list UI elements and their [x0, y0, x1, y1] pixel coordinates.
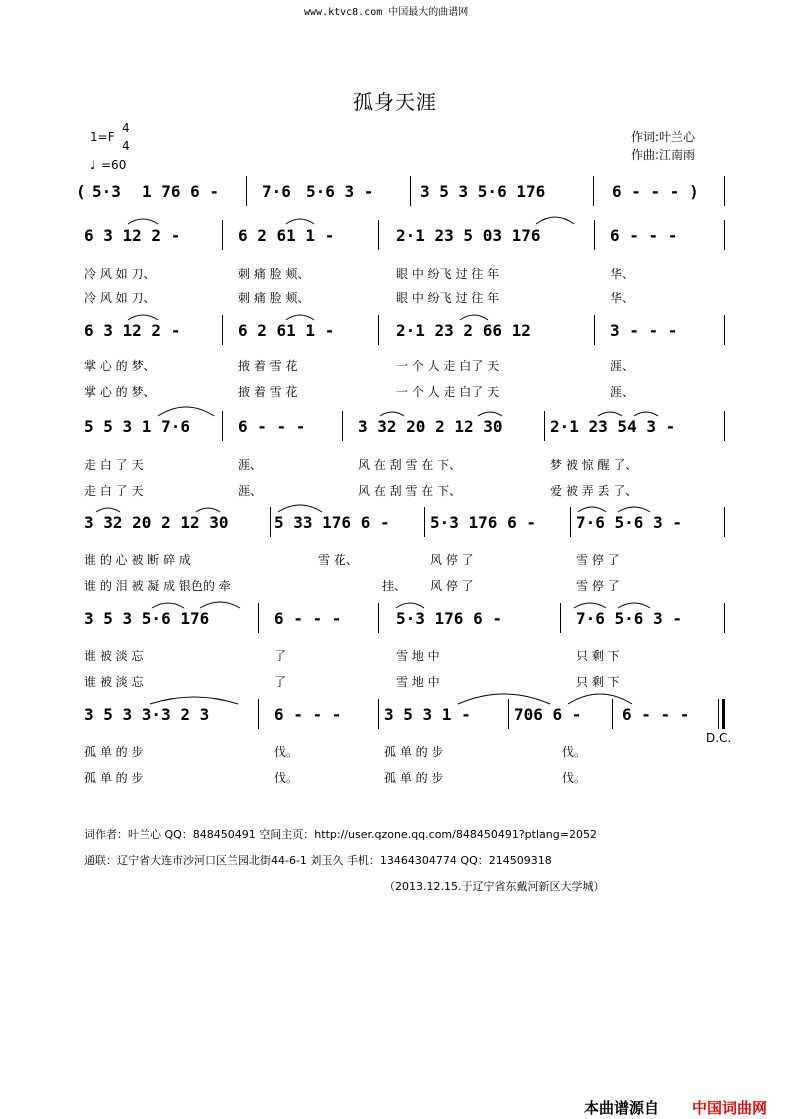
slur	[158, 407, 214, 416]
lyric: 一 个 人 走 白了 天	[396, 385, 500, 399]
lyric: 华、	[610, 291, 635, 305]
measure: 6 2 61 1 -	[238, 321, 335, 340]
slur	[478, 412, 502, 416]
lyric: 风 在 刮 雪 在 下、	[358, 484, 462, 498]
lyric: 孤 单 的 步	[384, 745, 444, 759]
slur	[536, 217, 574, 224]
lyric: 刺 痛 脸 颊、	[238, 291, 310, 305]
footer-site-link[interactable]: 中国词曲网	[692, 1099, 768, 1117]
lyric: 伐。	[274, 771, 299, 785]
lyric: 梦 被 惊 醒 了、	[550, 458, 638, 472]
lyric: 雪 停 了	[576, 579, 620, 593]
intro-measure: 5·3	[92, 182, 121, 201]
intro-measure: 6 - - - )	[612, 182, 699, 201]
lyric: 刺 痛 脸 颊、	[238, 267, 310, 281]
lyric: 只 剩 下	[576, 675, 620, 689]
measure: 2·1 23 2 66 12	[396, 321, 531, 340]
lyric: 谁 被 淡 忘	[84, 649, 144, 663]
lyric: 掌 心 的 梦、	[84, 385, 156, 399]
lyric: 掖 着 雪 花	[238, 359, 298, 373]
measure: 706 6 -	[514, 705, 582, 724]
slur	[578, 507, 606, 512]
intro-measure: 3 5 3 5·6 176	[420, 182, 546, 201]
measure: 3 5 3 3·3 2 3	[84, 705, 210, 724]
da-capo: D.C.	[706, 731, 732, 745]
measure: 7·6 5·6 3 -	[576, 609, 682, 628]
slur	[380, 412, 404, 416]
site-header[interactable]: www.ktvc8.com 中国最大的曲谱网	[304, 7, 469, 18]
measure: 2·1 23 54 3 -	[550, 417, 676, 436]
lyric: 一 个 人 走 白了 天	[396, 359, 500, 373]
time-top: 4	[122, 121, 130, 135]
slur	[150, 697, 238, 704]
measure: 5·3 176 6 -	[396, 609, 502, 628]
lyric: 孤 单 的 步	[84, 745, 144, 759]
measure: 2·1 23 5 03 176	[396, 226, 541, 245]
lyric: 谁 的 泪 被 凝 成 银色的 牵	[84, 579, 231, 593]
lyric: 华、	[610, 267, 635, 281]
lyric: 只 剩 下	[576, 649, 620, 663]
lyric: 雪 花、	[318, 553, 358, 567]
lyric: 涯、	[238, 484, 263, 498]
lyric: 伐。	[562, 771, 587, 785]
measure: 3 5 3 5·6 176	[84, 609, 210, 628]
lyricist: 作词:叶兰心	[631, 130, 696, 144]
slur	[200, 602, 240, 608]
lyric: 孤 单 的 步	[84, 771, 144, 785]
lyric: 孤 单 的 步	[384, 771, 444, 785]
footer-source: 本曲谱源自	[584, 1099, 660, 1117]
slur	[598, 412, 622, 416]
slur	[574, 603, 606, 608]
lyric: 涯、	[610, 385, 635, 399]
slur	[196, 508, 220, 512]
lyric: 伐。	[274, 745, 299, 759]
lyric: 风 停 了	[430, 579, 474, 593]
lyric: 伐。	[562, 745, 587, 759]
slur	[458, 694, 550, 704]
lyric: 掖 着 雪 花	[238, 385, 298, 399]
intro-measure: 1 76 6 -	[142, 182, 220, 201]
lyric: 眼 中 纷飞 过 往 年	[396, 267, 500, 281]
key-signature: 1=F	[90, 130, 115, 144]
measure: 6 - - -	[274, 705, 342, 724]
measure: 6 2 61 1 -	[238, 226, 335, 245]
lyric: 涯、	[238, 458, 263, 472]
measure: 5·3 176 6 -	[430, 513, 536, 532]
measure: 6 - - -	[622, 705, 690, 724]
measure: 6 - - -	[274, 609, 342, 628]
measure: 7·6 5·6 3 -	[576, 513, 682, 532]
slur	[396, 603, 424, 608]
lyric: 爱 被 弄 丢 了、	[550, 484, 638, 498]
intro-measure: 7·6	[262, 182, 291, 201]
lyric: 冷 风 如 刀、	[84, 291, 156, 305]
slur	[618, 603, 650, 608]
intro-paren: (	[76, 182, 86, 201]
slur	[286, 219, 314, 224]
lyric: 掌 心 的 梦、	[84, 359, 156, 373]
measure: 6 - - -	[610, 226, 678, 245]
slur	[278, 505, 322, 512]
lyric: 眼 中 纷飞 过 往 年	[396, 291, 500, 305]
measure: 5 33 176 6 -	[274, 513, 390, 532]
measure: 3 5 3 1 -	[384, 705, 471, 724]
lyric: 走 白 了 天	[84, 458, 144, 472]
slur	[618, 507, 650, 512]
info-line: （2013.12.15.于辽宁省东戴河新区大学城）	[384, 880, 605, 893]
page-title: 孤身天涯	[353, 90, 437, 114]
lyric: 挂、	[382, 579, 407, 593]
slur	[128, 315, 158, 320]
lyric: 谁 的 心 被 断 碎 成	[84, 553, 191, 567]
slur	[128, 219, 158, 224]
intro-measure: 5·6 3 -	[306, 182, 374, 201]
measure: 6 3 12 2 -	[84, 226, 181, 245]
lyric: 雪 停 了	[576, 553, 620, 567]
measure: 3 32 20 2 12 30	[84, 513, 229, 532]
measure: 3 - - -	[610, 321, 678, 340]
lyric: 风 在 刮 雪 在 下、	[358, 458, 462, 472]
measure: 3 32 20 2 12 30	[358, 417, 503, 436]
lyric: 风 停 了	[430, 553, 474, 567]
lyric: 冷 风 如 刀、	[84, 267, 156, 281]
lyric: 了	[274, 649, 287, 663]
lyric: 了	[274, 675, 287, 689]
slur	[96, 508, 120, 512]
measure: 6 3 12 2 -	[84, 321, 181, 340]
slur	[634, 412, 658, 416]
measure: 6 - - -	[238, 417, 306, 436]
composer: 作曲:江南雨	[631, 148, 696, 162]
time-bottom: 4	[122, 139, 130, 153]
slur	[460, 315, 488, 320]
info-line: 通联：辽宁省大连市沙河口区兰园北街44-6-1 刘玉久 手机：13464304774 QQ：214509318	[84, 854, 552, 867]
info-line: 词作者：叶兰心 QQ：848450491 空间主页：http://user.qzone.qq.com/848450491?ptlang=2052	[84, 828, 597, 841]
measure: 5 5 3 1 7·6	[84, 417, 190, 436]
lyric: 雪 地 中	[396, 649, 440, 663]
slur	[568, 694, 632, 704]
lyric: 雪 地 中	[396, 675, 440, 689]
lyric: 涯、	[610, 359, 635, 373]
lyric: 走 白 了 天	[84, 484, 144, 498]
lyric: 谁 被 淡 忘	[84, 675, 144, 689]
tempo: =60	[101, 158, 127, 172]
slur	[152, 603, 184, 608]
slur	[286, 315, 314, 320]
note-icon: ♩	[90, 158, 96, 172]
